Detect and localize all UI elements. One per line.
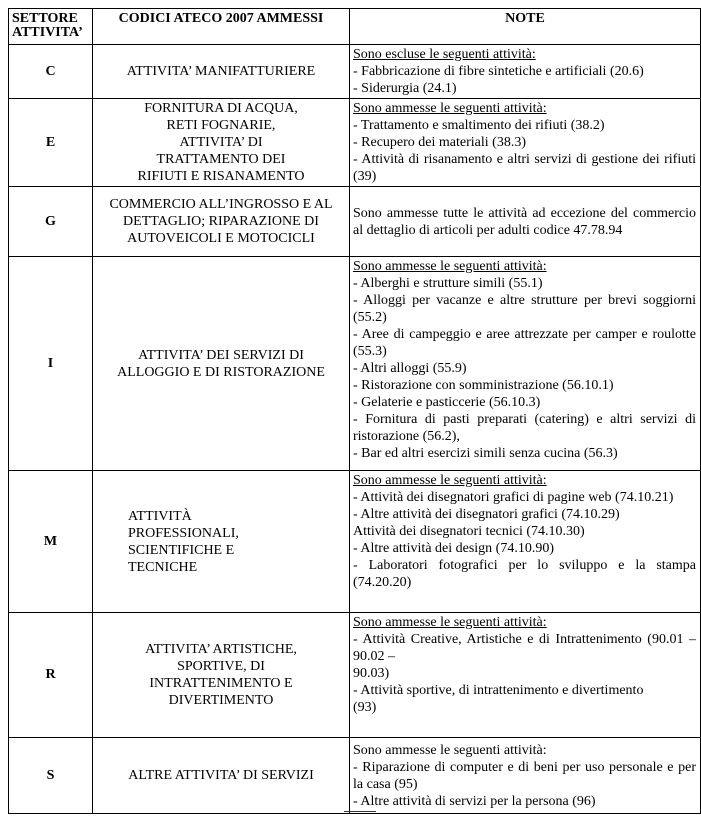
table-body: [9, 45, 701, 814]
note-item: Attività dei disegnatori tecnici (74.10.30): [353, 524, 585, 539]
ateco-table: [8, 8, 701, 814]
sector-code: M: [9, 471, 93, 613]
sector-code: G: [9, 187, 93, 257]
sector-code: E: [9, 99, 93, 187]
note-item: - Riparazione di computer e di beni per uso personale e per la casa (95): [353, 759, 696, 792]
note-item: - Alloggi per vacanze e altre strutture per brevi soggiorni (55.2): [353, 293, 696, 325]
notes-heading: Sono ammesse le seguenti attività:: [353, 473, 547, 488]
sector-notes: [350, 99, 701, 187]
note-item: - Laboratori fotografici per lo sviluppo e la stampa (74.20.20): [353, 558, 696, 590]
notes-heading: Sono ammesse le seguenti attività:: [353, 615, 547, 630]
note-item: Sono ammesse le seguenti attività:: [353, 742, 547, 758]
note-item: - Attività di risanamento e altri servizi di gestione dei rifiuti (39): [353, 152, 696, 184]
ateco-table-container: [8, 8, 696, 814]
table-row: [9, 738, 701, 814]
description-line: SCIENTIFICHE E: [128, 542, 235, 558]
description-line: AUTOVEICOLI E MOTOCICLI: [127, 231, 315, 246]
description-line: INTRATTENIMENTO E: [149, 676, 293, 691]
description-line: ALLOGGIO E DI RISTORAZIONE: [117, 364, 325, 380]
note-item: - Ristorazione con somministrazione (56.10.1): [353, 378, 614, 393]
sector-code: S: [9, 738, 93, 814]
description-line: PROFESSIONALI,: [128, 525, 239, 541]
description-line: ATTIVITA’ DI: [179, 135, 263, 150]
header-codes: CODICI ATECO 2007 AMMESSI: [93, 9, 350, 45]
description-line: ATTIVITA’ MANIFATTURIERE: [126, 64, 316, 79]
note-item: - Siderurgia (24.1): [353, 81, 457, 96]
sector-description: [93, 738, 350, 814]
note-item: - Trattamento e smaltimento dei rifiuti (38.2): [353, 118, 605, 133]
sector-notes: [350, 187, 701, 257]
note-item: - Recupero dei materiali (38.3): [353, 135, 526, 150]
sector-description: [93, 99, 350, 187]
sector-description: [93, 471, 350, 613]
description-line: ATTIVITA’ DEI SERVIZI DI: [138, 347, 304, 363]
table-row: [9, 45, 701, 99]
sector-notes: [350, 257, 701, 471]
note-item: (93): [353, 700, 377, 715]
description-line: FORNITURA DI ACQUA,: [144, 101, 298, 116]
note-item: - Gelaterie e pasticcerie (56.10.3): [353, 395, 541, 410]
header-sector: [9, 9, 93, 45]
header-sector-line-1: SETTORE: [12, 11, 78, 26]
description-line: COMMERCIO ALL’INGROSSO E AL: [109, 197, 333, 212]
note-item: 90.03): [353, 666, 390, 681]
sector-notes: [350, 738, 701, 814]
description-line: SPORTIVE, DI: [177, 659, 265, 674]
table-header-row: [9, 9, 701, 45]
note-item: - Alberghi e strutture simili (55.1): [353, 276, 543, 291]
sector-description: [93, 257, 350, 471]
note-item: - Altre attività di servizi per la persona (96): [353, 793, 596, 809]
notes-heading: Sono ammesse le seguenti attività:: [353, 259, 547, 274]
description-line: DETTAGLIO; RIPARAZIONE DI: [123, 214, 319, 229]
note-item: - Aree di campeggio e aree attrezzate per camper e roulotte (55.3): [353, 327, 696, 359]
sector-code: C: [9, 45, 93, 99]
table-row: [9, 99, 701, 187]
sector-code: I: [9, 257, 93, 471]
sector-description: [93, 45, 350, 99]
note-item: Sono ammesse tutte le attività ad eccezione del commercio al dettaglio di articoli per adulti codice 47.78.94: [353, 205, 696, 238]
description-line: TRATTAMENTO DEI: [156, 152, 286, 167]
notes-heading: Sono ammesse le seguenti attività:: [353, 101, 547, 116]
sector-code: R: [9, 613, 93, 738]
note-item: - Attività sportive, di intrattenimento e divertimento: [353, 683, 644, 698]
description-line: RETI FOGNARIE,: [166, 118, 276, 133]
sector-notes: [350, 471, 701, 613]
note-item: - Altre attività dei design (74.10.90): [353, 541, 555, 556]
table-row: [9, 613, 701, 738]
description-line: ATTIVITA’ ARTISTICHE,: [145, 642, 297, 657]
sector-notes: [350, 613, 701, 738]
table-row: [9, 471, 701, 613]
table-row: [9, 257, 701, 471]
description-line: TECNICHE: [128, 559, 198, 575]
sector-description: [93, 187, 350, 257]
footer-mark: [344, 811, 376, 812]
note-item: - Bar ed altri esercizi simili senza cucina (56.3): [353, 446, 618, 461]
header-notes: NOTE: [350, 9, 701, 45]
description-line: DIVERTIMENTO: [168, 693, 274, 708]
header-sector-line-2: ATTIVITA’: [12, 25, 83, 40]
note-item: - Attività Creative, Artistiche e di Intrattenimento (90.01 – 90.02 –: [353, 632, 696, 664]
note-item: - Altri alloggi (55.9): [353, 361, 467, 376]
description-line: ALTRE ATTIVITA’ DI SERVIZI: [128, 768, 314, 783]
note-item: - Attività dei disegnatori grafici di pagine web (74.10.21): [353, 490, 674, 505]
note-item: - Fornitura di pasti preparati (catering) e altri servizi di ristorazione (56.2),: [353, 412, 696, 444]
description-line: ATTIVITÀ: [128, 508, 192, 524]
table-row: [9, 187, 701, 257]
notes-heading: Sono escluse le seguenti attività:: [353, 47, 536, 62]
note-item: - Fabbricazione di fibre sintetiche e artificiali (20.6): [353, 64, 644, 79]
sector-description: [93, 613, 350, 738]
description-line: RIFIUTI E RISANAMENTO: [137, 169, 305, 184]
sector-notes: [350, 45, 701, 99]
note-item: - Altre attività dei disegnatori grafici (74.10.29): [353, 507, 620, 522]
